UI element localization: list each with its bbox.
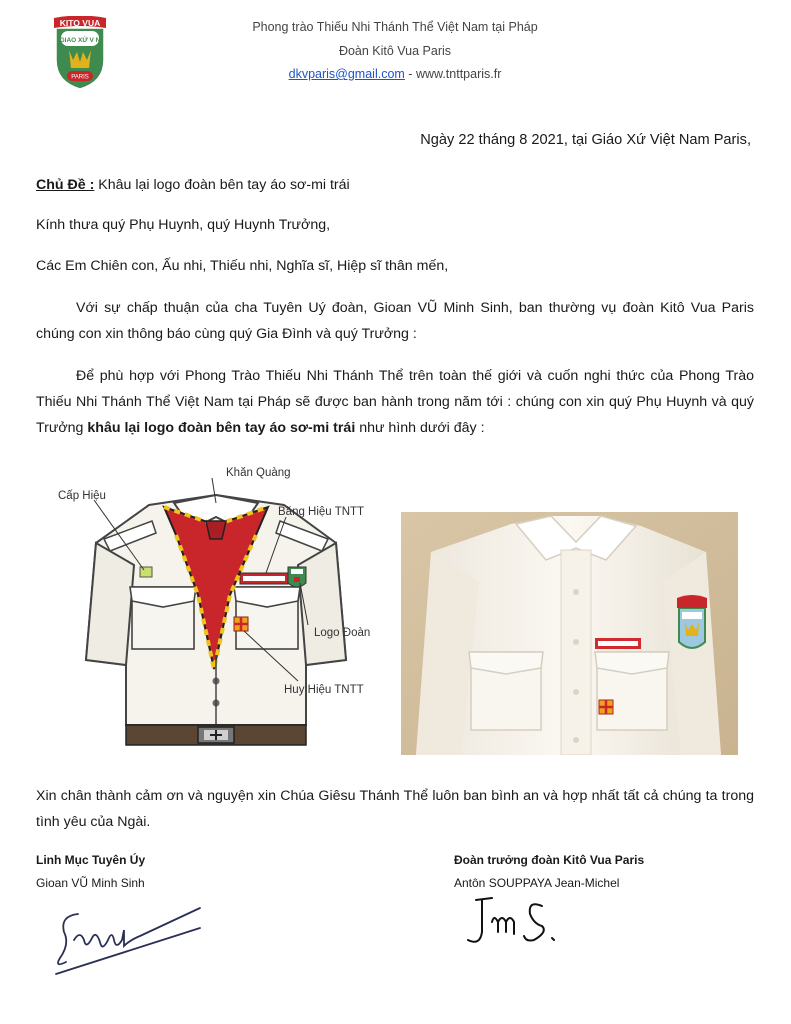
- paragraph-2-text: Để phù hợp với Phong Trào Thiếu Nhi Thánh Thể trên toàn thế giới và cuốn nghi thức của Phong Trào Thiếu Nhi Thánh Thể Việt Nam tại Pháp sẽ được ban hành trong năm tới : chúng con xin quý Phụ Huynh và quý Trưởng: [36, 368, 754, 436]
- parish-logo: [52, 16, 108, 90]
- date-line: Ngày 22 tháng 8 2021, tại Giáo Xứ Việt Nam Paris,: [420, 132, 751, 148]
- paragraph-2-bold: khâu lại logo đoàn bên tay áo sơ-mi trái: [87, 420, 356, 436]
- label-logo-doan: Logo Đoàn: [314, 627, 371, 639]
- right-signature: [462, 892, 562, 952]
- right-sig-name: Antôn SOUPPAYA Jean-Michel: [454, 876, 620, 890]
- logo-mid-text: GIAO XỨ V N: [59, 37, 101, 44]
- salutation-2: Các Em Chiên con, Ấu nhi, Thiếu nhi, Nghĩa sĩ, Hiệp sĩ thân mến,: [36, 258, 449, 274]
- label-khan-quang: Khăn Quàng: [226, 467, 291, 479]
- right-sig-title: Đoàn trưởng đoàn Kitô Vua Paris: [454, 853, 645, 867]
- label-bang-hieu: Băng Hiệu TNTT: [278, 506, 365, 518]
- label-huy-hieu: Huy Hiệu TNTT: [284, 684, 364, 696]
- subject-label: Chủ Đề :: [36, 177, 95, 193]
- left-sig-name: Gioan VŨ Minh Sinh: [36, 876, 145, 890]
- closing-paragraph: Xin chân thành cảm ơn và nguyện xin Chúa Giêsu Thánh Thể luôn ban bình an và hợp nhất tất cả chúng ta trong tình yêu của Ngài.: [36, 788, 754, 830]
- salutation-1: Kính thưa quý Phụ Huynh, quý Huynh Trưởng,: [36, 217, 331, 233]
- paragraph-2-end: như hình dưới đây :: [355, 420, 485, 436]
- subject-line: [36, 172, 754, 198]
- subject-text: Khâu lại logo đoàn bên tay áo sơ-mi trái: [94, 177, 350, 193]
- paragraph-1: Với sự chấp thuận của cha Tuyên Uý đoàn, Gioan VŨ Minh Sinh, ban thường vụ đoàn Kitô Vua Paris chúng con xin thông báo cùng quý Gia Đình và quý Trưởng :: [36, 300, 754, 342]
- left-signature: [50, 900, 210, 980]
- label-cap-hieu: Cấp Hiệu: [58, 490, 106, 502]
- header-contact: [180, 67, 610, 81]
- header-line1: Phong trào Thiếu Nhi Thánh Thể Việt Nam tại Pháp: [252, 20, 538, 34]
- shirt-photo: [401, 512, 738, 755]
- website-text: www.tnttparis.fr: [415, 67, 502, 81]
- paragraph-2: [36, 363, 754, 441]
- logo-top-text: KITO VUA: [59, 18, 101, 28]
- logo-bottom-text: PARIS: [71, 74, 89, 81]
- email-link[interactable]: dkvparis@gmail.com: [288, 67, 405, 81]
- header-separator: -: [404, 67, 416, 81]
- left-sig-title: Linh Mục Tuyên Úy: [36, 853, 146, 867]
- header-line2: Đoàn Kitô Vua Paris: [338, 44, 452, 58]
